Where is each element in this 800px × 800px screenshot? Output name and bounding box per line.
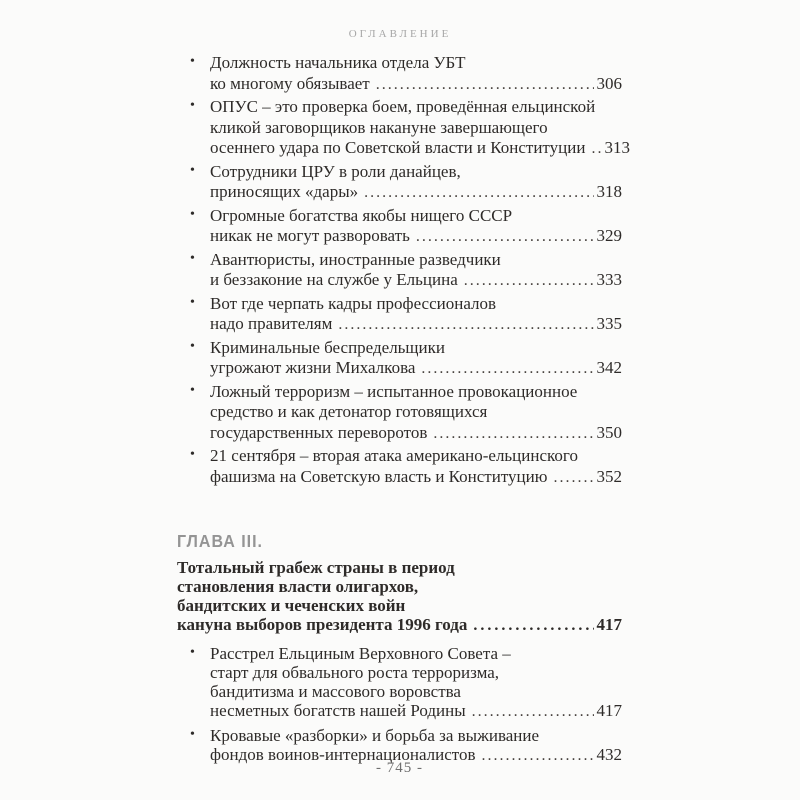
- page-number: 313: [604, 138, 630, 157]
- bullet-icon: •: [190, 98, 195, 113]
- toc-item-tail: [210, 182, 622, 204]
- chapter-title-text: становления власти олигархов,: [177, 577, 419, 596]
- toc-item-tail: [210, 701, 622, 721]
- toc-item-text: средство и как детонатор готовящихся: [210, 402, 488, 421]
- page-number: 342: [596, 358, 622, 377]
- toc-item: [177, 53, 622, 95]
- page-number: 333: [596, 270, 622, 289]
- page-number: 350: [596, 422, 622, 442]
- dot-leader: [364, 182, 593, 204]
- toc-item-text: никак не могут разворовать: [210, 226, 410, 245]
- chapter-title-text: кануна выборов президента 1996 года: [177, 615, 468, 634]
- toc-item: [177, 446, 622, 488]
- dot-leader: [464, 270, 594, 292]
- toc-item-text: бандитизма и массового воровства: [210, 682, 461, 701]
- page-number: 335: [596, 314, 622, 333]
- toc-item-text: угрожают жизни Михалкова: [210, 358, 416, 377]
- toc-item-text: и беззаконие на службе у Ельцина: [210, 270, 458, 289]
- page-number: 432: [596, 745, 622, 764]
- toc-item: [177, 162, 622, 204]
- toc-item-text: Должность начальника отдела УБТ: [210, 53, 466, 72]
- page-number: 352: [596, 466, 622, 486]
- page-number: 306: [596, 73, 622, 93]
- chapter-heading-block: [177, 533, 622, 635]
- toc-item-text: Ложный терроризм – испытанное провокационное: [210, 381, 578, 401]
- toc-item-tail: [210, 226, 622, 248]
- toc-item-tail: [210, 358, 622, 380]
- page-number-footer: - 745 -: [376, 760, 423, 776]
- toc-item-text: Вот где черпать кадры профессионалов: [210, 293, 497, 313]
- toc-content: [177, 50, 630, 770]
- chapter-title-tail: [177, 615, 622, 635]
- bullet-icon: •: [190, 54, 195, 69]
- toc-item: [177, 644, 622, 721]
- chapter-title: [177, 558, 622, 635]
- toc-item-text: кликой заговорщиков накануне завершающего: [210, 117, 548, 137]
- toc-item-text: Кровавые «разборки» и борьба за выживание: [210, 726, 540, 745]
- toc-item-tail: [210, 467, 622, 489]
- bullet-icon: •: [190, 250, 195, 266]
- toc-item-text: Сотрудники ЦРУ в роли данайцев,: [210, 161, 461, 181]
- dot-leader: [376, 74, 594, 96]
- chapter-title-text: бандитских и чеченских войн: [177, 596, 406, 615]
- dot-leader: [473, 615, 593, 635]
- toc-item-text: старт для обвального роста терроризма,: [210, 663, 500, 682]
- chapter-toc-list: [177, 641, 622, 765]
- toc-item-text: надо правителям: [210, 314, 333, 333]
- toc-item: [177, 250, 622, 292]
- bullet-icon: •: [190, 206, 195, 222]
- bullet-icon: •: [190, 162, 195, 178]
- dot-leader: [591, 138, 601, 160]
- page-number: 417: [596, 615, 622, 634]
- toc-item-text: фондов воинов-интернационалистов: [210, 745, 476, 764]
- toc-item-text: осеннего удара по Советской власти и Конституции: [210, 138, 586, 157]
- toc-item-text: фашизма на Советскую власть и Конституцию: [210, 466, 548, 486]
- toc-item: [177, 382, 622, 445]
- toc-list: [177, 50, 630, 488]
- toc-item-text: приносящих «дары»: [210, 182, 359, 201]
- page-number: 329: [596, 226, 622, 245]
- dot-leader: [421, 358, 593, 380]
- bullet-icon: •: [190, 447, 195, 462]
- toc-item-text: Криминальные беспредельщики: [210, 337, 445, 357]
- toc-item-text: Огромные богатства якобы нищего СССР: [210, 205, 513, 225]
- bullet-icon: •: [190, 382, 195, 398]
- bullet-icon: •: [190, 338, 195, 354]
- toc-item-text: ОПУС – это проверка боем, проведённая ельцинской: [210, 97, 596, 116]
- toc-item-tail: [210, 74, 622, 96]
- toc-item-text: ко многому обязывает: [210, 73, 370, 93]
- bullet-icon: •: [190, 294, 195, 310]
- toc-item-tail: [210, 138, 630, 160]
- page-number: 417: [596, 701, 622, 720]
- bullet-icon: •: [190, 727, 195, 742]
- chapter-title-text: Тотальный грабеж страны в период: [177, 558, 455, 577]
- dot-leader: [553, 467, 593, 489]
- dot-leader: [472, 701, 594, 721]
- dot-leader: [416, 226, 594, 248]
- toc-item-text: несметных богатств нашей Родины: [210, 701, 466, 720]
- dot-leader: [433, 423, 593, 445]
- toc-item: [177, 206, 622, 248]
- toc-item-text: государственных переворотов: [210, 422, 428, 442]
- toc-item: [177, 97, 630, 160]
- toc-item: [177, 294, 622, 336]
- chapter-label: ГЛАВА III.: [177, 533, 263, 552]
- toc-item-tail: [210, 314, 622, 336]
- page-number: 318: [596, 182, 622, 201]
- page-header: ОГЛАВЛЕНИЕ: [348, 28, 452, 40]
- toc-item-text: 21 сентября – вторая атака американо-ельцинского: [210, 446, 578, 465]
- toc-item-text: Авантюристы, иностранные разведчики: [210, 249, 501, 269]
- toc-item-tail: [210, 423, 622, 445]
- toc-item-text: Расстрел Ельциным Верховного Совета –: [210, 644, 511, 663]
- toc-item: [177, 338, 622, 380]
- bullet-icon: •: [190, 645, 195, 660]
- dot-leader: [338, 314, 593, 336]
- toc-item-tail: [210, 270, 622, 292]
